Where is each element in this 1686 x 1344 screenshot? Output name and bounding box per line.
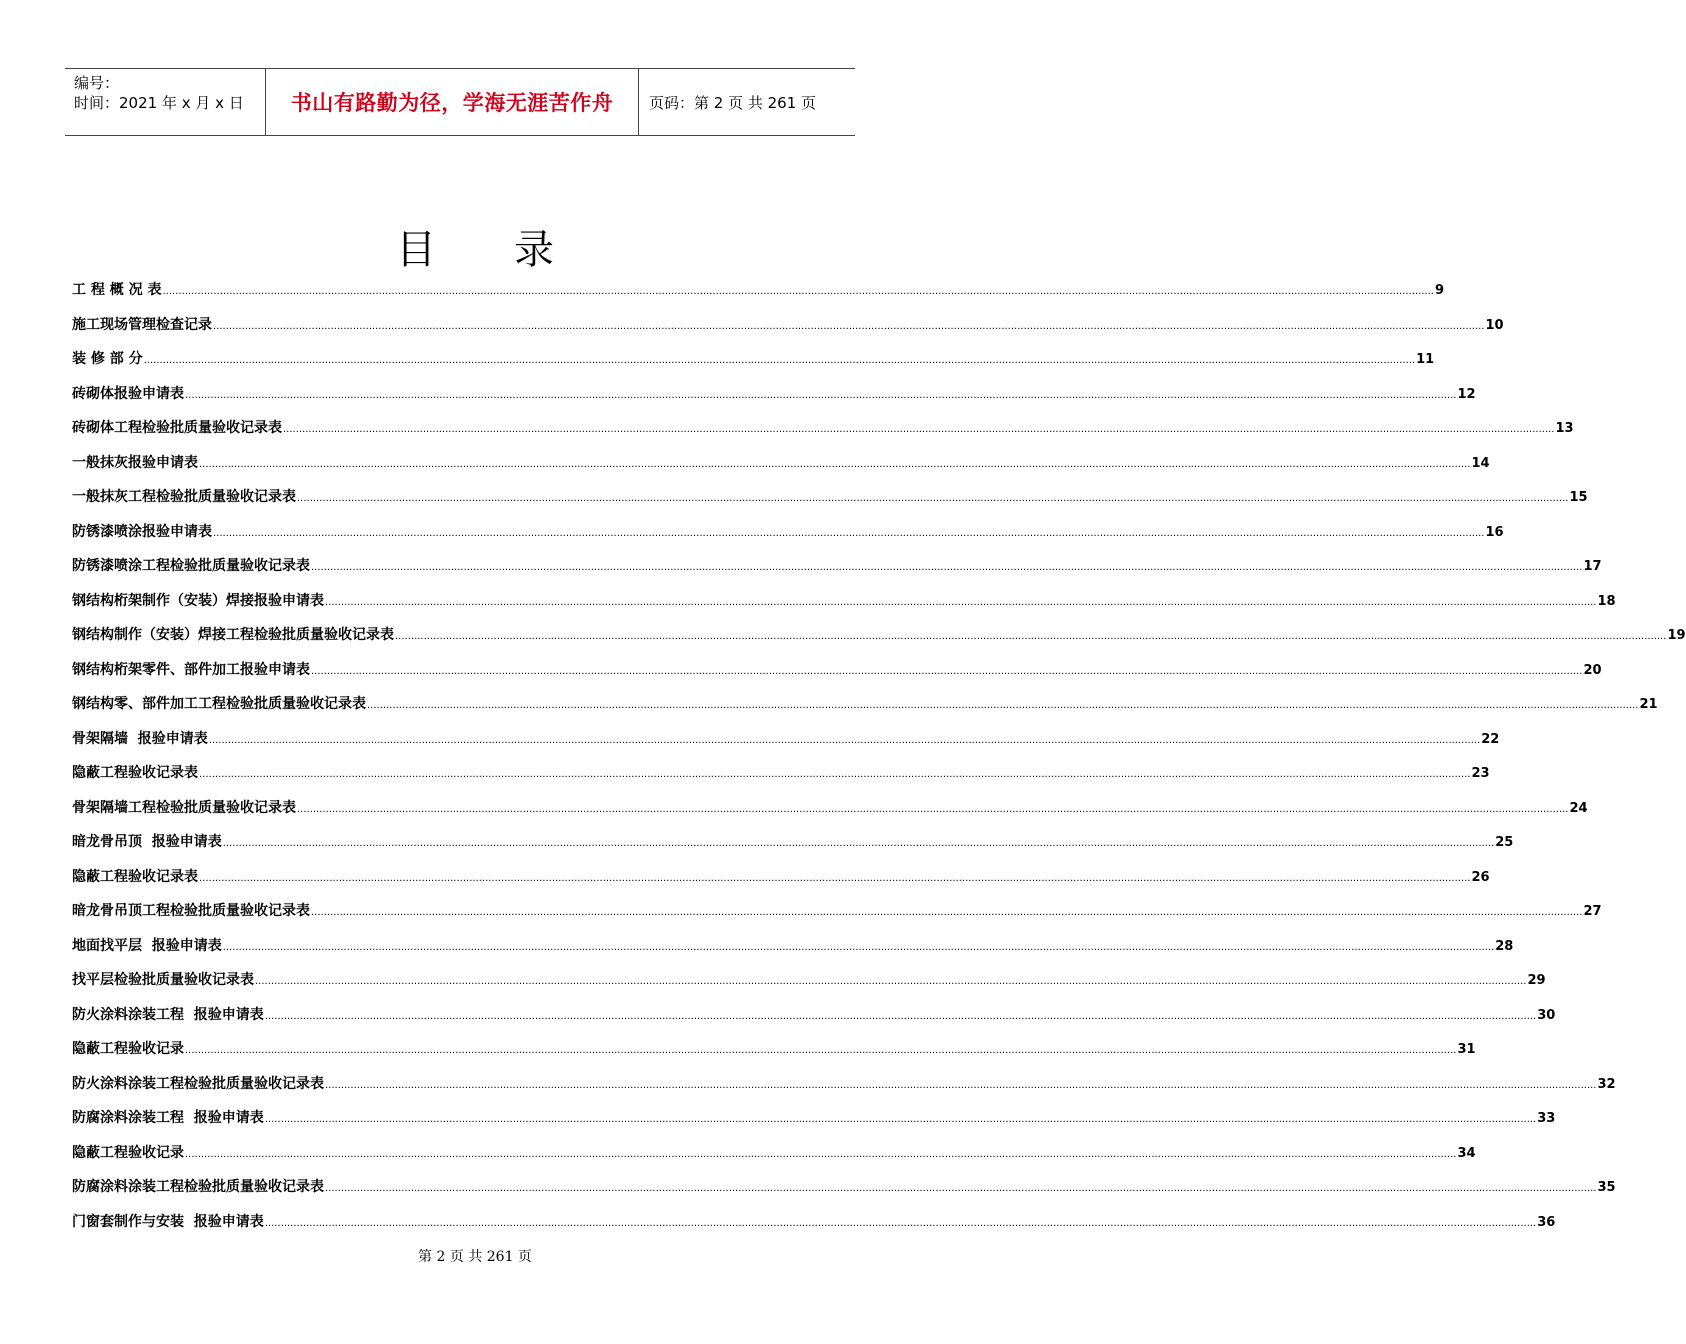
toc-entry-title: 隐蔽工程验收记录表 [72,868,198,885]
toc-entry-title: 钢结构制作（安装）焊接工程检验批质量验收记录表 [72,627,394,643]
document-time-label: 时间：2021 年 x 月 x 日 [74,94,244,112]
toc-entry-page-number: 30 [1537,1007,1556,1023]
toc-entry[interactable] [72,587,1616,622]
toc-entry-page-number: 11 [1416,352,1435,367]
toc-dot-leader: ................................................................................................................................................................................................................................................................................................................................................................................................................ [283,424,1555,435]
toc-entry-page-number: 19 [1667,628,1686,643]
page-title: 目录 [396,227,632,273]
toc-entry-title: 一般抹灰工程检验批质量验收记录表 [72,489,296,505]
toc-entry-page-number: 22 [1481,731,1500,747]
toc-entry-title: 隐蔽工程验收记录 [72,1144,184,1161]
toc-dot-leader: ................................................................................................................................................................................................................................................................................................................................................................................................................ [222,838,1495,849]
toc-entry-title: 防火涂料涂装工程检验批质量验收记录表 [72,1075,324,1092]
toc-entry-page-number: 29 [1527,973,1546,988]
toc-entry-page-number: 9 [1434,283,1445,298]
toc-entry[interactable] [72,449,1490,484]
toc-entry-title: 暗龙骨吊顶工程检验批质量验收记录表 [72,903,310,919]
toc-entry-title: 找平层检验批质量验收记录表 [72,972,254,988]
toc-entry-page-number: 24 [1569,800,1588,816]
toc-entry[interactable] [72,276,1445,311]
toc-entry-title: 工 程 概 况 表 [72,282,162,298]
toc-entry-page-number: 16 [1485,524,1504,540]
toc-entry[interactable] [72,828,1514,863]
toc-entry-page-number: 27 [1583,904,1602,919]
toc-entry-title: 隐蔽工程验收记录表 [72,765,198,781]
toc-dot-leader: ................................................................................................................................................................................................................................................................................................................................................................................................................ [185,1045,1457,1056]
toc-entry[interactable] [72,1139,1476,1174]
toc-entry-title: 施工现场管理检查记录 [72,316,212,333]
toc-entry-title: 防腐涂料涂装工程 报验申请表 [72,1110,264,1126]
toc-dot-leader: ................................................................................................................................................................................................................................................................................................................................................................................................................ [325,1183,1597,1194]
toc-entry-title: 隐蔽工程验收记录 [72,1041,184,1057]
toc-entry-title: 防腐涂料涂装工程检验批质量验收记录表 [72,1179,324,1195]
toc-dot-leader: ................................................................................................................................................................................................................................................................................................................................................................................................................ [208,734,1481,746]
toc-entry-title: 防火涂料涂装工程 报验申请表 [72,1006,264,1023]
toc-entry[interactable] [72,1070,1616,1105]
toc-entry[interactable] [72,414,1574,449]
toc-entry-title: 装 修 部 分 [72,351,143,367]
toc-entry-title: 防锈漆喷涂工程检验批质量验收记录表 [72,558,310,574]
toc-entry[interactable] [72,518,1504,553]
toc-entry[interactable] [72,311,1504,346]
toc-entry-page-number: 35 [1597,1180,1616,1195]
header-table [65,68,855,136]
toc-dot-leader: ................................................................................................................................................................................................................................................................................................................................................................................................................ [199,769,1471,780]
toc-entry[interactable] [72,1208,1556,1243]
toc-entry[interactable] [72,1001,1556,1036]
header-page-label: 页码：第 2 页 共 261 页 [649,93,817,112]
toc-entry-title: 地面找平层 报验申请表 [72,937,222,954]
header-info-cell [65,69,266,135]
toc-entry[interactable] [72,690,1658,725]
toc-dot-leader: ................................................................................................................................................................................................................................................................................................................................................................................................................ [222,941,1495,953]
toc-dot-leader: ................................................................................................................................................................................................................................................................................................................................................................................................................ [143,355,1416,366]
toc-dot-leader: ................................................................................................................................................................................................................................................................................................................................................................................................................ [311,665,1583,677]
toc-entry-page-number: 14 [1471,455,1490,471]
toc-entry[interactable] [72,552,1602,587]
toc-dot-leader: ................................................................................................................................................................................................................................................................................................................................................................................................................ [255,976,1527,987]
toc-entry-title: 暗龙骨吊顶 报验申请表 [72,834,222,850]
toc-entry-title: 一般抹灰报验申请表 [72,454,198,471]
toc-dot-leader: ................................................................................................................................................................................................................................................................................................................................................................................................................ [264,1010,1537,1022]
toc-entry-page-number: 13 [1555,421,1574,436]
toc-dot-leader: ................................................................................................................................................................................................................................................................................................................................................................................................................ [297,493,1569,504]
toc-entry-page-number: 28 [1495,938,1514,954]
toc-entry[interactable] [72,380,1476,415]
toc-dot-leader: ................................................................................................................................................................................................................................................................................................................................................................................................................ [264,1217,1537,1229]
toc-entry-page-number: 32 [1597,1076,1616,1092]
toc-entry[interactable] [72,1104,1556,1139]
toc-entry-page-number: 25 [1495,835,1514,850]
toc-entry[interactable] [72,1173,1616,1208]
toc-entry-title: 砖砌体工程检验批质量验收记录表 [72,420,282,436]
toc-dot-leader: ................................................................................................................................................................................................................................................................................................................................................................................................................ [395,631,1667,642]
toc-entry-title: 钢结构零、部件加工工程检验批质量验收记录表 [72,696,366,712]
toc-dot-leader: ................................................................................................................................................................................................................................................................................................................................................................................................................ [264,1114,1537,1125]
toc-entry[interactable] [72,932,1514,967]
toc-entry[interactable] [72,656,1602,691]
toc-dot-leader: ................................................................................................................................................................................................................................................................................................................................................................................................................ [325,1079,1597,1091]
toc-entry[interactable] [72,897,1602,932]
toc-dot-leader: ................................................................................................................................................................................................................................................................................................................................................................................................................ [185,389,1457,401]
toc-entry[interactable] [72,725,1500,760]
toc-entry-page-number: 12 [1457,386,1476,402]
toc-dot-leader: ................................................................................................................................................................................................................................................................................................................................................................................................................ [311,562,1583,573]
toc-entry-page-number: 20 [1583,662,1602,678]
toc-entry-title: 钢结构桁架制作（安装）焊接报验申请表 [72,592,324,609]
toc-dot-leader: ................................................................................................................................................................................................................................................................................................................................................................................................................ [325,596,1597,608]
toc-entry-title: 骨架隔墙工程检验批质量验收记录表 [72,799,296,816]
toc-entry-page-number: 36 [1537,1214,1556,1230]
toc-entry-page-number: 21 [1639,697,1658,712]
page-footer: 第 2 页 共 261 页 [418,1249,532,1265]
toc-entry-page-number: 33 [1537,1111,1556,1126]
toc-entry[interactable] [72,1035,1476,1070]
toc-entry-page-number: 31 [1457,1042,1476,1057]
toc-entry[interactable] [72,759,1490,794]
header-motto-cell [266,69,639,135]
toc-entry-title: 钢结构桁架零件、部件加工报验申请表 [72,661,310,678]
motto-text: 书山有路勤为径，学海无涯苦作舟 [290,91,614,115]
toc-entry[interactable] [72,483,1588,518]
toc-dot-leader: ................................................................................................................................................................................................................................................................................................................................................................................................................ [199,872,1471,884]
toc-dot-leader: ................................................................................................................................................................................................................................................................................................................................................................................................................ [213,320,1485,332]
toc-dot-leader: ................................................................................................................................................................................................................................................................................................................................................................................................................ [367,700,1639,711]
toc-entry-page-number: 17 [1583,559,1602,574]
toc-dot-leader: ................................................................................................................................................................................................................................................................................................................................................................................................................ [297,803,1569,815]
toc-entry[interactable] [72,794,1588,829]
toc-entry-page-number: 15 [1569,490,1588,505]
header-page-cell [639,69,855,135]
toc-entry[interactable] [72,345,1435,380]
toc-entry[interactable] [72,966,1546,1001]
toc-entry-title: 门窗套制作与安装 报验申请表 [72,1213,264,1230]
toc-dot-leader: ................................................................................................................................................................................................................................................................................................................................................................................................................ [162,286,1434,297]
toc-dot-leader: ................................................................................................................................................................................................................................................................................................................................................................................................................ [311,907,1583,918]
toc-entry[interactable] [72,863,1490,898]
toc-dot-leader: ................................................................................................................................................................................................................................................................................................................................................................................................................ [213,527,1485,539]
toc-entry-title: 砖砌体报验申请表 [72,385,184,402]
toc-entry-page-number: 26 [1471,869,1490,885]
toc-entry[interactable] [72,621,1686,656]
toc-entry-page-number: 18 [1597,593,1616,609]
toc-entry-page-number: 10 [1485,317,1504,333]
document-number-label: 编号： [74,74,120,92]
toc-dot-leader: ................................................................................................................................................................................................................................................................................................................................................................................................................ [199,458,1471,470]
toc-entry-title: 防锈漆喷涂报验申请表 [72,523,212,540]
toc-dot-leader: ................................................................................................................................................................................................................................................................................................................................................................................................................ [185,1148,1457,1160]
toc-entry-page-number: 34 [1457,1145,1476,1161]
table-of-contents [72,276,1686,1242]
toc-entry-page-number: 23 [1471,766,1490,781]
toc-entry-title: 骨架隔墙 报验申请表 [72,730,208,747]
